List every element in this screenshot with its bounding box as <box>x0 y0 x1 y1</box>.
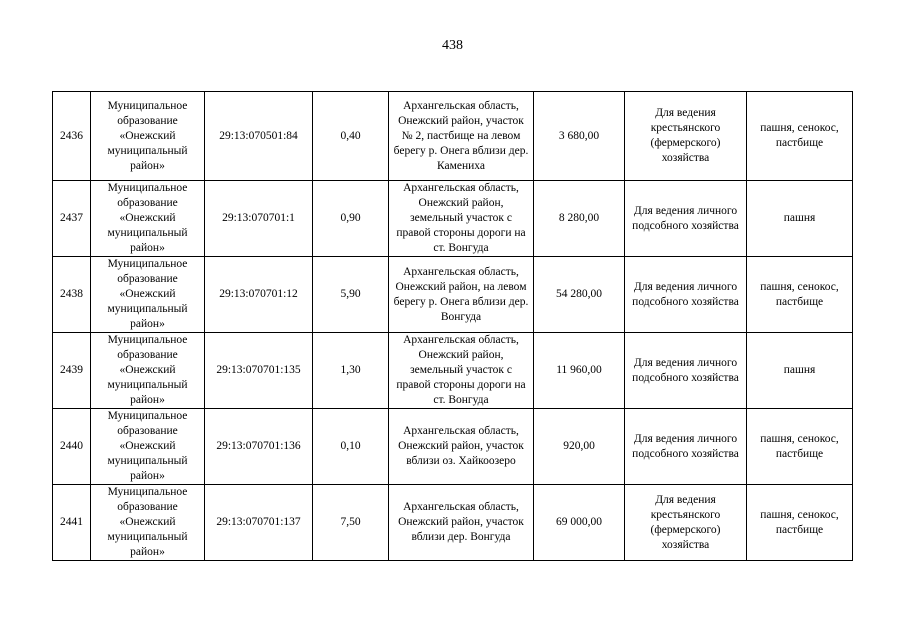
purpose-cell: Для ведения личного подсобного хозяйства <box>625 181 747 257</box>
price-cell: 69 000,00 <box>534 485 625 561</box>
land-plots-table <box>52 91 853 561</box>
row-number: 2437 <box>53 181 91 257</box>
address-cell: Архангельская область, Онежский район, участок вблизи оз. Хайкоозеро <box>389 409 534 485</box>
purpose-cell: Для ведения личного подсобного хозяйства <box>625 257 747 333</box>
land-use-cell: пашня, сенокос, пастбище <box>747 485 853 561</box>
cadastral-number-cell: 29:13:070701:1 <box>205 181 313 257</box>
land-use-cell: пашня, сенокос, пастбище <box>747 409 853 485</box>
land-use-cell: пашня, сенокос, пастбище <box>747 257 853 333</box>
price-cell: 54 280,00 <box>534 257 625 333</box>
cadastral-number-cell: 29:13:070701:12 <box>205 257 313 333</box>
land-use-cell: пашня, сенокос, пастбище <box>747 92 853 181</box>
price-cell: 3 680,00 <box>534 92 625 181</box>
purpose-cell: Для ведения личного подсобного хозяйства <box>625 333 747 409</box>
cadastral-number-cell: 29:13:070701:135 <box>205 333 313 409</box>
area-cell: 5,90 <box>313 257 389 333</box>
address-cell: Архангельская область, Онежский район, участок вблизи дер. Вонгуда <box>389 485 534 561</box>
owner-cell: Муниципальное образование «Онежский муниципальный район» <box>91 409 205 485</box>
purpose-cell: Для ведения крестьянского (фермерского) хозяйства <box>625 485 747 561</box>
area-cell: 0,90 <box>313 181 389 257</box>
cadastral-number-cell: 29:13:070701:136 <box>205 409 313 485</box>
table-row <box>53 409 853 485</box>
owner-cell: Муниципальное образование «Онежский муниципальный район» <box>91 92 205 181</box>
area-cell: 0,10 <box>313 409 389 485</box>
area-cell: 0,40 <box>313 92 389 181</box>
price-cell: 11 960,00 <box>534 333 625 409</box>
land-use-cell: пашня <box>747 333 853 409</box>
row-number: 2441 <box>53 485 91 561</box>
table-row <box>53 333 853 409</box>
area-cell: 7,50 <box>313 485 389 561</box>
owner-cell: Муниципальное образование «Онежский муниципальный район» <box>91 257 205 333</box>
address-cell: Архангельская область, Онежский район, земельный участок с правой стороны дороги на ст. Вонгуда <box>389 333 534 409</box>
owner-cell: Муниципальное образование «Онежский муниципальный район» <box>91 333 205 409</box>
address-cell: Архангельская область, Онежский район, участок № 2, пастбище на левом берегу р. Онега вблизи дер. Камениха <box>389 92 534 181</box>
cadastral-number-cell: 29:13:070701:137 <box>205 485 313 561</box>
owner-cell: Муниципальное образование «Онежский муниципальный район» <box>91 181 205 257</box>
purpose-cell: Для ведения личного подсобного хозяйства <box>625 409 747 485</box>
price-cell: 8 280,00 <box>534 181 625 257</box>
cadastral-number-cell: 29:13:070501:84 <box>205 92 313 181</box>
purpose-cell: Для ведения крестьянского (фермерского) хозяйства <box>625 92 747 181</box>
row-number: 2438 <box>53 257 91 333</box>
land-use-cell: пашня <box>747 181 853 257</box>
table-row <box>53 92 853 181</box>
page-number: 438 <box>442 38 463 53</box>
row-number: 2440 <box>53 409 91 485</box>
address-cell: Архангельская область, Онежский район, на левом берегу р. Онега вблизи дер. Вонгуда <box>389 257 534 333</box>
row-number: 2439 <box>53 333 91 409</box>
address-cell: Архангельская область, Онежский район, земельный участок с правой стороны дороги на ст. Вонгуда <box>389 181 534 257</box>
row-number: 2436 <box>53 92 91 181</box>
table-row <box>53 485 853 561</box>
price-cell: 920,00 <box>534 409 625 485</box>
table-row <box>53 257 853 333</box>
owner-cell: Муниципальное образование «Онежский муниципальный район» <box>91 485 205 561</box>
table-row <box>53 181 853 257</box>
area-cell: 1,30 <box>313 333 389 409</box>
